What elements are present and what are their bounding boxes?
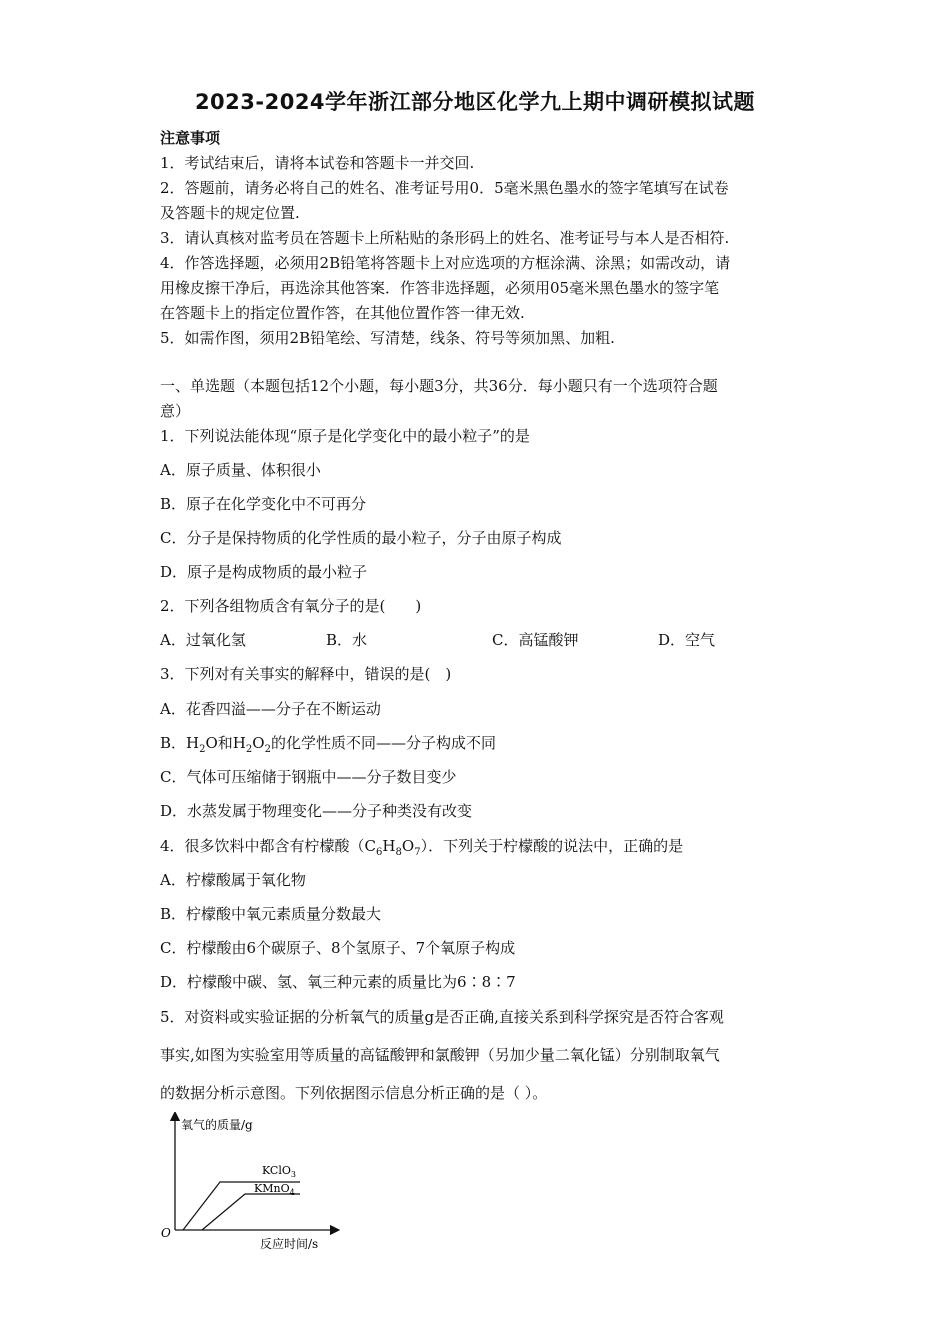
formula-subscript: 6 <box>376 847 383 858</box>
formula-part: H <box>382 837 396 855</box>
notice-line: 及答题卡的规定位置. <box>160 204 300 222</box>
formula-subscript: 2 <box>245 744 253 755</box>
formula-part: O <box>401 837 415 855</box>
stem-text: ）．下列关于柠檬酸的说法中，正确的是 <box>420 837 684 855</box>
question-4-stem <box>160 836 683 863</box>
section-heading: 一、单选题（本题包括12个小题，每小题3分，共36分．每小题只有一个选项符合题 <box>160 377 718 395</box>
option-prefix: B． <box>160 734 187 752</box>
question-5-stem-cont: 的数据分析示意图。下列依据图示信息分析正确的是（ ）。 <box>160 1084 548 1102</box>
series-name: KMnO <box>254 1182 290 1195</box>
question-3-option-c: C．气体可压缩储于钢瓶中——分子数目变少 <box>160 768 457 786</box>
question-3-stem: 3．下列对有关事实的解释中，错误的是( ) <box>160 665 452 683</box>
question-2-option-d: D．空气 <box>658 631 716 649</box>
question-2-option-c: C．高锰酸钾 <box>492 631 579 649</box>
notice-line: 在答题卡上的指定位置作答，在其他位置作答一律无效. <box>160 304 525 322</box>
formula-subscript: 2 <box>199 744 206 755</box>
y-axis-label: 氧气的质量/g <box>181 1118 253 1132</box>
notice-heading: 注意事项 <box>160 129 221 147</box>
question-5-stem-cont: 事实,如图为实验室用等质量的高锰酸钾和氯酸钾（另加少量二氧化锰）分别制取氧气 <box>160 1046 720 1064</box>
question-4-option-c: C．柠檬酸由6个碳原子、8个氢原子、7个氧原子构成 <box>160 939 516 957</box>
question-5-stem: 5．对资料或实验证据的分析氧气的质量g是否正确,直接关系到科学探究是否符合客观 <box>160 1008 724 1026</box>
option-text: 的化学性质不同——分子构成不同 <box>270 734 496 752</box>
question-4-option-d: D．柠檬酸中碳、氢、氧三种元素的质量比为6∶8∶7 <box>160 973 516 991</box>
question-2-option-a: A．过氧化氢 <box>160 631 246 649</box>
question-2-option-b: B．水 <box>326 631 368 649</box>
series-label-kclo3 <box>262 1164 296 1179</box>
formula-subscript: 2 <box>264 744 271 755</box>
question-2-stem: 2．下列各组物质含有氧分子的是( ) <box>160 597 422 615</box>
notice-line: 2．答题前，请务必将自己的姓名、准考证号用0．5毫米黑色墨水的签字笔填写在试卷 <box>160 179 729 197</box>
stem-text: 4．很多饮料中都含有柠檬酸（C <box>160 837 377 855</box>
series-line-kmno4 <box>202 1194 300 1230</box>
notice-line: 5．如需作图，须用2B铅笔绘、写清楚，线条、符号等须加黑、加粗. <box>160 329 615 347</box>
series-label-kmno4 <box>254 1182 295 1197</box>
series-name-subscript: 3 <box>290 1170 296 1179</box>
question-1-stem: 1．下列说法能体现“原子是化学变化中的最小粒子”的是 <box>160 427 530 445</box>
x-axis-label: 反应时间/s <box>260 1237 319 1251</box>
question-3-option-d: D．水蒸发属于物理变化——分子种类没有改变 <box>160 802 473 820</box>
section-heading-cont: 意） <box>160 402 191 420</box>
notice-line: 4．作答选择题，必须用2B铅笔将答题卡上对应选项的方框涂满、涂黑；如需改动，请 <box>160 254 731 272</box>
question-4-option-a: A．柠檬酸属于氧化物 <box>160 871 306 889</box>
question-1-option-c: C．分子是保持物质的化学性质的最小粒子，分子由原子构成 <box>160 529 562 547</box>
notice-line: 用橡皮擦干净后，再选涂其他答案．作答非选择题，必须用05毫米黑色墨水的签字笔 <box>160 279 720 297</box>
question-2-options <box>160 630 760 650</box>
series-name: KClO <box>262 1164 291 1177</box>
formula-part: H <box>186 734 200 752</box>
question-3-option-a: A．花香四溢——分子在不断运动 <box>160 700 381 718</box>
notice-line: 3．请认真核对监考员在答题卡上所粘贴的条形码上的姓名、准考证号与本人是否相符. <box>160 229 730 247</box>
formula-part: O <box>252 734 265 752</box>
question-3-option-b <box>160 733 496 760</box>
question-4-option-b: B．柠檬酸中氧元素质量分数最大 <box>160 905 382 923</box>
formula-subscript: 7 <box>414 847 421 858</box>
formula-part: O和H <box>205 734 246 752</box>
question-1-option-b: B．原子在化学变化中不可再分 <box>160 495 367 513</box>
question-1-option-a: A．原子质量、体积很小 <box>160 461 321 479</box>
oxygen-mass-chart <box>150 1112 350 1262</box>
formula-subscript: 8 <box>395 847 402 858</box>
question-1-option-d: D．原子是构成物质的最小粒子 <box>160 563 368 581</box>
notice-line: 1．考试结束后，请将本试卷和答题卡一并交回. <box>160 154 475 172</box>
series-name-subscript: 4 <box>289 1188 295 1197</box>
page-title: 2023-2024学年浙江部分地区化学九上期中调研模拟试题 <box>194 90 756 114</box>
origin-label: O <box>161 1226 171 1240</box>
